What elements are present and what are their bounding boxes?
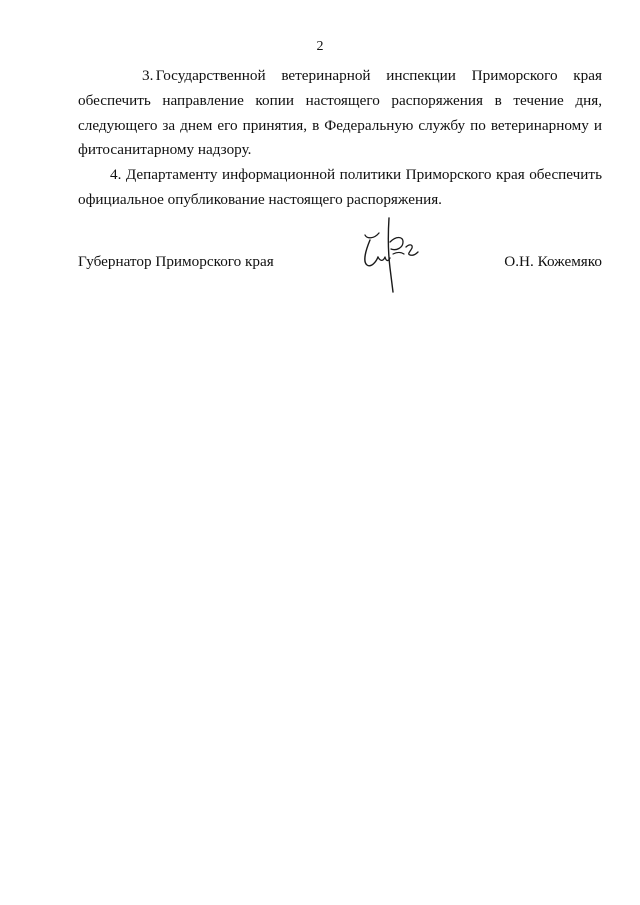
paragraph-number: 3. <box>142 67 154 84</box>
signature-block <box>78 250 602 274</box>
document-body <box>78 64 602 213</box>
paragraph-text: Департаменту информационной политики Приморского края обеспечить официальное опубликование настоящего распоряжения. <box>78 166 602 208</box>
paragraph-3 <box>78 64 602 163</box>
page-number: 2 <box>316 39 324 54</box>
paragraph-text: Государственной ветеринарной инспекции Приморского края обеспечить направление копии настоящего распоряжения в течение дня, следующего за днем его принятия, в Федеральную службу по ветеринарному и фитосанитарному надзору. <box>78 67 602 159</box>
paragraph-number: 4. <box>110 166 122 184</box>
paragraph-4 <box>78 163 602 213</box>
signatory-title: Губернатор Приморского края <box>78 253 274 270</box>
signatory-name: О.Н. Кожемяко <box>504 253 602 270</box>
handwritten-signature-icon <box>346 212 426 294</box>
